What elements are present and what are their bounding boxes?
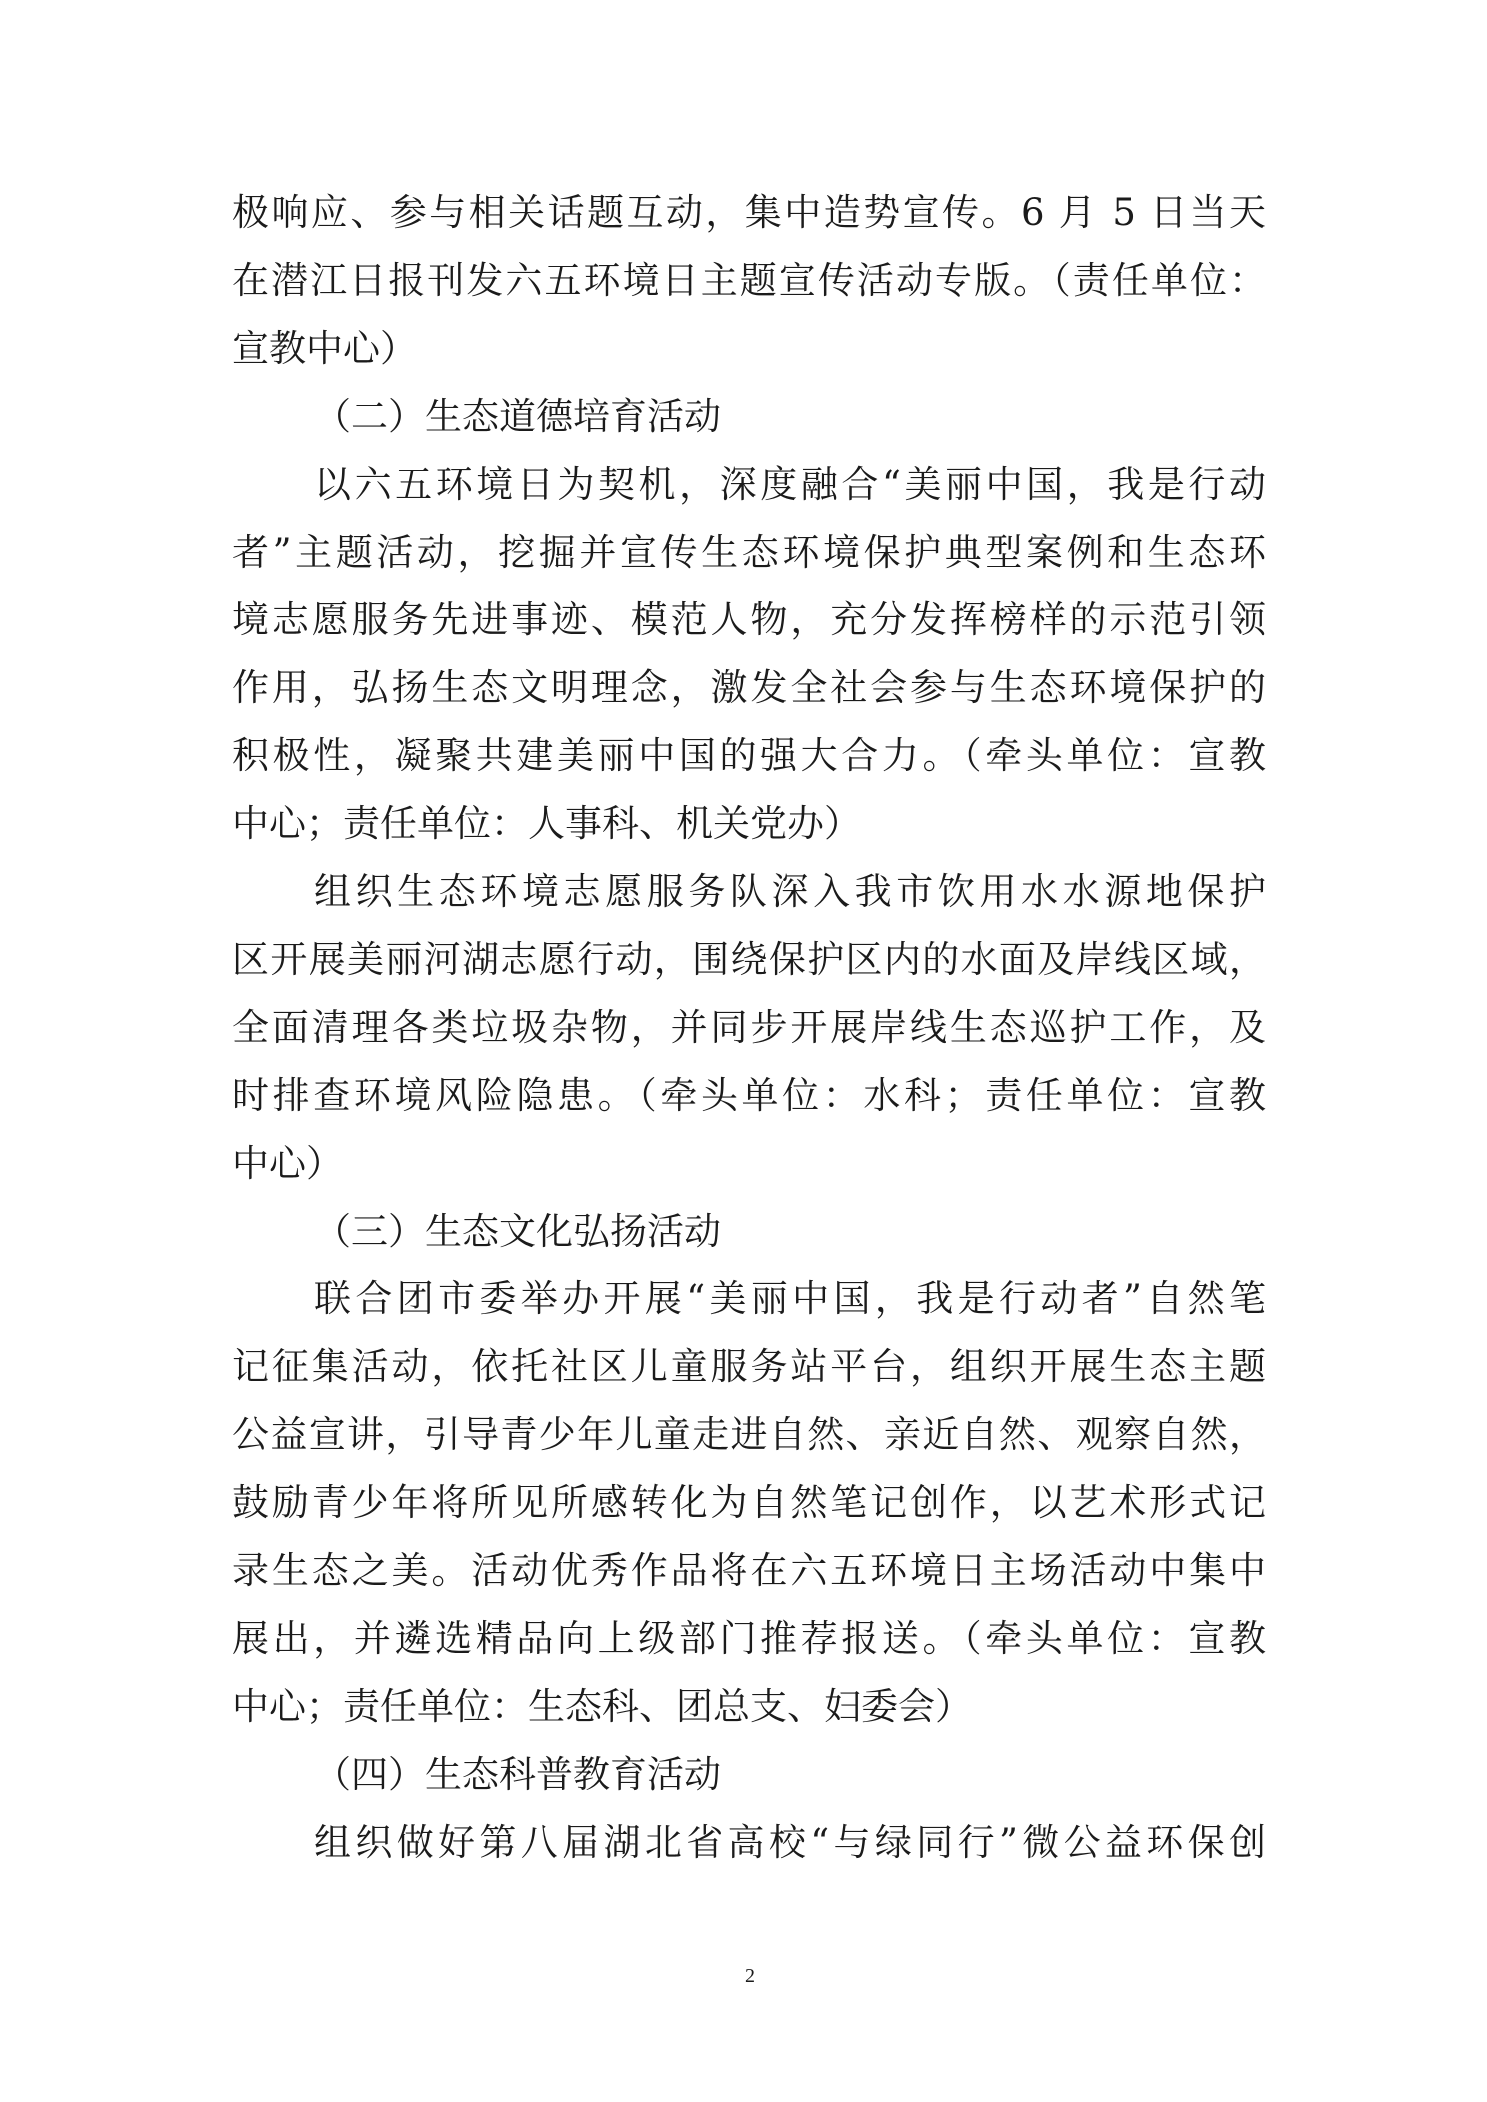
text-line: 者”主题活动，挖掘并宣传生态环境保护典型案例和生态环	[232, 530, 1266, 574]
text-line: 在潜江日报刊发六五环境日主题宣传活动专版。（责任单位：	[232, 258, 1266, 302]
text-line: 录生态之美。活动优秀作品将在六五环境日主场活动中集中	[232, 1549, 1266, 1592]
page-number: 2	[745, 1965, 755, 1987]
text-line: 积极性，凝聚共建美丽中国的强大合力。（牵头单位：宣教	[232, 734, 1266, 778]
text-line: 鼓励青少年将所见所感转化为自然笔记创作，以艺术形式记	[232, 1481, 1266, 1525]
text-line: 记征集活动，依托社区儿童服务站平台，组织开展生态主题	[232, 1345, 1266, 1389]
text-line: 以六五环境日为契机，深度融合“美丽中国，我是行动	[314, 462, 1266, 506]
text-line: 展出，并遴选精品向上级部门推荐报送。（牵头单位：宣教	[232, 1616, 1266, 1660]
heading-text: （三）生态文化弘扬活动	[314, 1209, 721, 1253]
text-line: 公益宣讲，引导青少年儿童走进自然、亲近自然、观察自然，	[232, 1413, 1266, 1457]
text-line: 组织生态环境志愿服务队深入我市饮用水水源地保护	[314, 870, 1266, 913]
text-line: 区开展美丽河湖志愿行动，围绕保护区内的水面及岸线区域，	[232, 937, 1266, 981]
text-line: 境志愿服务先进事迹、模范人物，充分发挥榜样的示范引领	[232, 598, 1266, 642]
heading-text: （四）生态科普教育活动	[314, 1752, 721, 1796]
text-line: 中心；责任单位：人事科、机关党办）	[232, 802, 861, 846]
text-line: 组织做好第八届湖北省高校“与绿同行”微公益环保创	[314, 1820, 1266, 1864]
heading-text: （二）生态道德培育活动	[314, 394, 721, 438]
text-line: 中心）	[232, 1141, 343, 1185]
text-line: 中心；责任单位：生态科、团总支、妇委会）	[232, 1684, 972, 1728]
text-line: 时排查环境风险隐患。（牵头单位：水科；责任单位：宣教	[232, 1073, 1266, 1117]
text-line: 宣教中心）	[232, 326, 417, 370]
text-line: 作用，弘扬生态文明理念，激发全社会参与生态环境保护的	[232, 666, 1266, 710]
text-line: 全面清理各类垃圾杂物，并同步开展岸线生态巡护工作，及	[232, 1005, 1266, 1049]
text-line: 联合团市委举办开展“美丽中国，我是行动者”自然笔	[314, 1277, 1266, 1321]
text-line: 极响应、参与相关话题互动，集中造势宣传。6 月 5 日当天	[232, 191, 1266, 234]
